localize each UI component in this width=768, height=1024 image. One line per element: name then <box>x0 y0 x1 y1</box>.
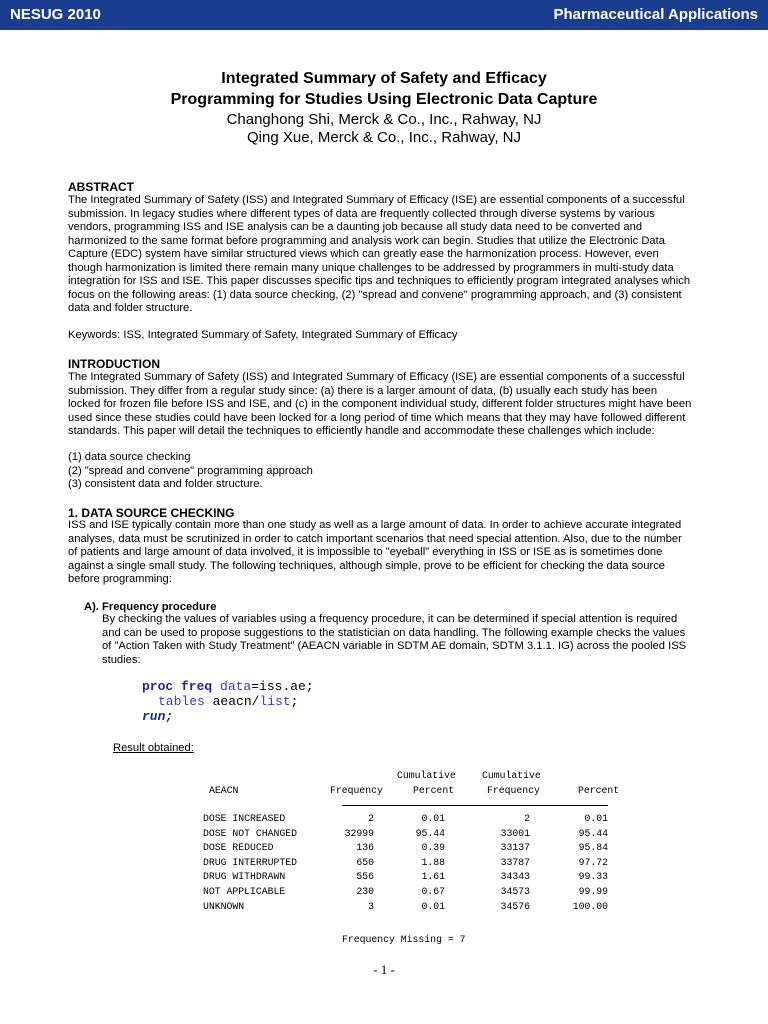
cell-percent: 1.61 <box>421 871 445 882</box>
list-item: (2) "spread and convene" programming approach <box>68 464 313 477</box>
abstract-line: vendors, programming ISS and ISE analysis can be a daunting job because all study data need to be converted and <box>68 221 643 233</box>
cell-cum-percent: 99.99 <box>578 886 608 897</box>
cell-frequency: 230 <box>356 886 374 897</box>
code-option-data: data <box>220 679 252 694</box>
header-frequency: Frequency <box>330 785 383 796</box>
subsection-line: studies: <box>102 653 141 666</box>
cell-cum-frequency: 33137 <box>500 842 530 853</box>
cell-aeacn: DRUG INTERRUPTED <box>203 857 298 868</box>
cell-cum-percent: 0.01 <box>584 813 608 824</box>
paper-title-line-1: Integrated Summary of Safety and Efficacy <box>221 70 547 87</box>
code-data-value: =iss.ae; <box>251 679 314 694</box>
section1-heading: 1. DATA SOURCE CHECKING <box>68 506 235 520</box>
cell-aeacn: DOSE NOT CHANGED <box>203 828 298 839</box>
code-tables-var: aeacn/ <box>212 694 260 709</box>
cell-cum-percent: 100.00 <box>572 901 608 912</box>
abstract-line: though harmonization is limited there remain many unique challenges to be addressed by programmers in multi-study data <box>68 261 674 274</box>
cell-cum-percent: 95.44 <box>578 828 608 839</box>
section1-line: ISS and ISE typically contain more than one study as well as a large amount of data. In order to achieve accurate integrated <box>68 519 682 531</box>
abstract-line: submission. In legacy studies where different types of data are frequently collected through diverse systems by various <box>68 207 655 220</box>
result-label: Result obtained: <box>113 742 194 754</box>
cell-cum-percent: 97.72 <box>578 857 608 868</box>
cell-frequency: 3 <box>368 901 374 912</box>
cell-percent: 1.88 <box>421 857 445 868</box>
subsection-line: and can be used to propose suggestions to the statistician on data handling. The following example checks the values <box>102 626 686 639</box>
author-1: Changhong Shi, Merck & Co., Inc., Rahway, NJ <box>226 111 542 128</box>
header-aeacn: AEACN <box>209 785 239 796</box>
cell-percent: 0.67 <box>421 886 445 897</box>
cell-aeacn: DOSE INCREASED <box>203 813 286 824</box>
list-item: (3) consistent data and folder structure. <box>68 478 263 490</box>
conference-name: NESUG 2010 <box>10 6 101 23</box>
header-cumulative-percent: Percent <box>413 785 455 796</box>
header-bar <box>0 0 768 30</box>
introduction-list <box>68 451 704 492</box>
code-line-proc <box>142 679 314 694</box>
intro-line: The Integrated Summary of Safety (ISS) and Integrated Summary of Efficacy (ISE) are essential components of a successful <box>68 371 685 383</box>
intro-line: submission. They differ from a regular study since: (a) there is a larger amount of data, (b) usually each study has been <box>68 384 658 397</box>
code-semicolon: ; <box>290 694 299 709</box>
paper-title-line-2: Programming for Studies Using Electronic Data Capture <box>170 91 598 108</box>
section1-body <box>68 519 704 587</box>
cell-cum-frequency: 33001 <box>500 828 530 839</box>
abstract-line: integration for ISS and ISE. This paper discusses specific tips and techniques to efficiently program integrated analyses which <box>68 275 691 287</box>
cell-cum-frequency: 33787 <box>500 857 530 868</box>
introduction-body <box>68 371 704 439</box>
cell-percent: 95.44 <box>415 828 445 839</box>
code-keyword-proc: proc freq <box>142 679 213 694</box>
code-line-run <box>142 709 173 724</box>
frequency-missing: Frequency Missing = 7 <box>342 934 466 945</box>
cell-aeacn: DRUG WITHDRAWN <box>203 871 286 882</box>
cell-aeacn: NOT APPLICABLE <box>203 886 286 897</box>
cell-cum-percent: 95.84 <box>578 842 608 853</box>
header-cumulative-frequency: Frequency <box>487 785 540 796</box>
author-2: Qing Xue, Merck & Co., Inc., Rahway, NJ <box>247 129 521 146</box>
intro-line: locked for frozen file before ISS and ISE, and (c) in the component individual study, different folder structures might have been <box>68 398 692 410</box>
code-option-list: list <box>259 694 291 709</box>
abstract-heading: ABSTRACT <box>68 180 134 194</box>
frequency-procedure-body <box>102 613 712 667</box>
abstract-line: The Integrated Summary of Safety (ISS) and Integrated Summary of Efficacy (ISE) are essential components of a successful <box>68 194 685 206</box>
frequency-procedure-subheading: A). Frequency procedure <box>84 601 217 613</box>
cell-percent: 0.01 <box>421 901 445 912</box>
code-line-tables <box>158 694 298 709</box>
subsection-line: By checking the values of variables using a frequency procedure, it can be determined if special attention is required <box>102 613 678 625</box>
code-keyword-run: run; <box>142 709 174 724</box>
header-cumulative-percent-top: Cumulative <box>397 770 456 781</box>
section1-line: against a single small study. The following techniques, although simple, prove to be efficient for checking the data source <box>68 559 666 572</box>
list-item: (1) data source checking <box>68 451 191 463</box>
subsection-line: of "Action Taken with Study Treatment" (AEACN variable in SDTM AE domain, SDTM 3.1.1. IG) across the pooled ISS <box>102 640 687 652</box>
cell-percent: 0.01 <box>421 813 445 824</box>
table-rule <box>342 805 608 806</box>
cell-frequency: 650 <box>356 857 374 868</box>
header-percent: Percent <box>578 785 620 796</box>
cell-percent: 0.39 <box>421 842 445 853</box>
cell-cum-frequency: 34573 <box>500 886 530 897</box>
code-keyword-tables: tables <box>158 694 205 709</box>
header-cumulative-frequency-top: Cumulative <box>482 770 541 781</box>
intro-line: used since these studies could have been locked for a long period of time which means that they may have followed different <box>68 411 686 424</box>
cell-cum-frequency: 34576 <box>500 901 530 912</box>
abstract-line: harmonized to the same format before programming and analysis work can begin. Studies that utilize the Electronic Data <box>68 234 665 247</box>
abstract-line: Capture (EDC) system have similar structured views which can greatly ease the harmonization process. However, even <box>68 248 659 260</box>
cell-cum-frequency: 2 <box>524 813 530 824</box>
section1-line: analyses, data must be scrutinized in order to catch important scenarios that need special attention. Also, due to the number <box>68 532 682 545</box>
abstract-line: focus on the following areas: (1) data source checking, (2) "spread and convene" programming approach, and (3) consistent <box>68 288 682 301</box>
section-name: Pharmaceutical Applications <box>553 6 758 23</box>
abstract-line: data and folder structure. <box>68 302 193 314</box>
cell-aeacn: DOSE REDUCED <box>203 842 274 853</box>
introduction-heading: INTRODUCTION <box>68 357 160 371</box>
section1-line: before programming: <box>68 573 172 585</box>
cell-frequency: 136 <box>356 842 374 853</box>
cell-frequency: 556 <box>356 871 374 882</box>
cell-cum-frequency: 34343 <box>500 871 530 882</box>
page-number: - 1 - <box>373 962 395 977</box>
cell-aeacn: UNKNOWN <box>203 901 245 912</box>
keywords: Keywords: ISS, Integrated Summary of Safety, Integrated Summary of Efficacy <box>68 329 458 341</box>
section1-line: of patients and large amount of data involved, it is impossible to "eyeball" everything in ISS or ISE as is sometimes done <box>68 546 663 558</box>
cell-cum-percent: 99.33 <box>578 871 608 882</box>
cell-frequency: 2 <box>368 813 374 824</box>
abstract-body <box>68 194 704 316</box>
intro-line: standards. This paper will detail the techniques to efficiently handle and accommodate these challenges which include: <box>68 425 655 437</box>
cell-frequency: 32999 <box>344 828 374 839</box>
